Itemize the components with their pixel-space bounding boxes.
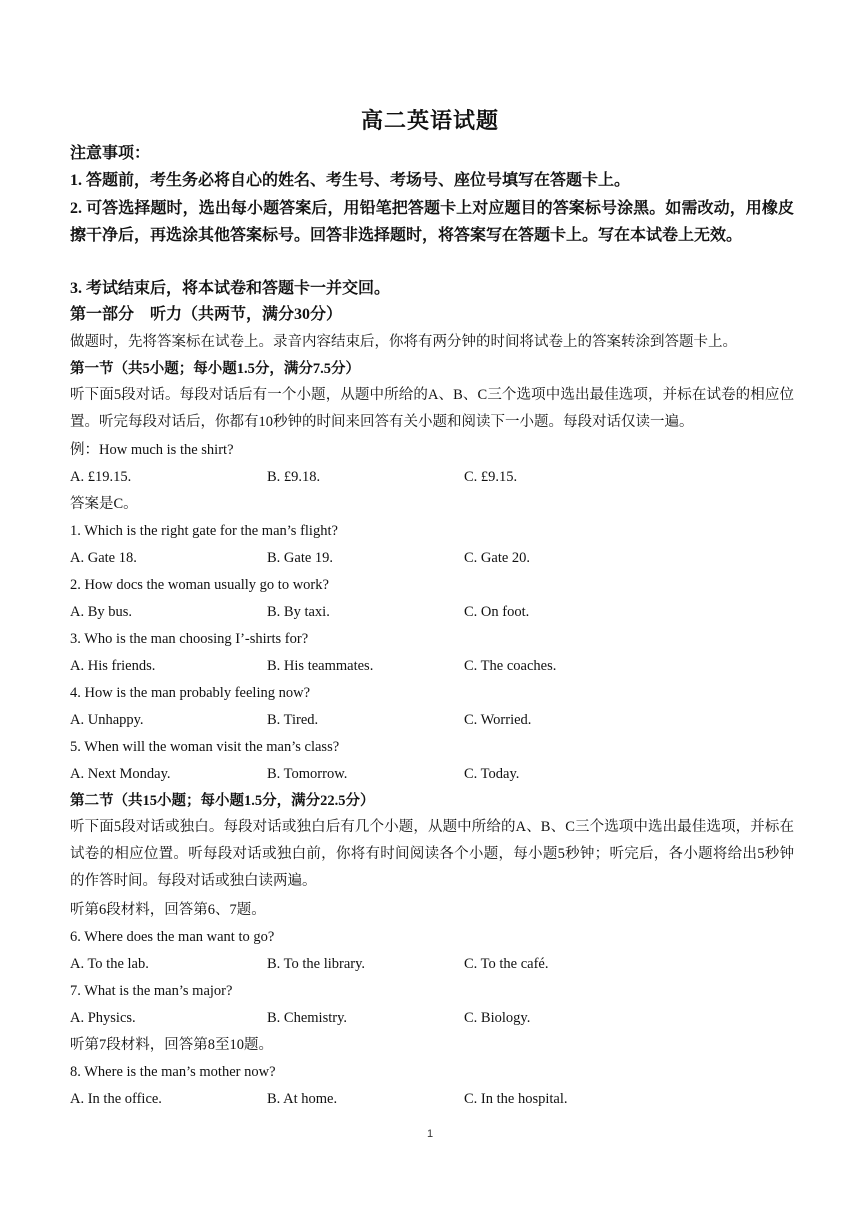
question-6: 6. Where does the man want to go? xyxy=(70,929,275,945)
option-b: B. £9.18. xyxy=(267,469,321,485)
option-c: C. To the café. xyxy=(464,956,549,972)
example-question: 例：How much is the shirt? xyxy=(70,442,234,458)
option-a: A. £19.15. xyxy=(70,469,132,485)
option-a: A. Physics. xyxy=(70,1010,136,1026)
question-1: 1. Which is the right gate for the man’s flight? xyxy=(70,523,338,539)
section1-heading: 第一节（共5小题；每小题1.5分，满分7.5分） xyxy=(70,361,360,377)
question-8: 8. Where is the man’s mother now? xyxy=(70,1064,276,1080)
material-6-note: 听第6段材料，回答第6、7题。 xyxy=(70,902,266,918)
option-a: A. Unhappy. xyxy=(70,712,144,728)
option-c: C. £9.15. xyxy=(464,469,518,485)
question-2: 2. How docs the woman usually go to work? xyxy=(70,577,329,593)
option-a: A. By bus. xyxy=(70,604,133,620)
notice-item-3: 3. 考试结束后，将本试卷和答题卡一并交回。 xyxy=(70,280,391,297)
option-c: C. The coaches. xyxy=(464,658,557,674)
option-a: A. Gate 18. xyxy=(70,550,137,566)
option-c: C. Gate 20. xyxy=(464,550,531,566)
option-a: A. In the office. xyxy=(70,1091,162,1107)
option-b: B. By taxi. xyxy=(267,604,330,620)
option-c: C. In the hospital. xyxy=(464,1091,568,1107)
question-3: 3. Who is the man choosing I’-shirts for? xyxy=(70,631,309,647)
option-b: B. Tomorrow. xyxy=(267,766,348,782)
option-b: B. Tired. xyxy=(267,712,319,728)
question-4: 4. How is the man probably feeling now? xyxy=(70,685,311,701)
option-b: B. His teammates. xyxy=(267,658,374,674)
option-c: C. Worried. xyxy=(464,712,532,728)
option-a: A. His friends. xyxy=(70,658,156,674)
notice-heading: 注意事项： xyxy=(70,145,151,162)
section2-instruction: 听下面5段对话或独白。每段对话或独白后有几个小题，从题中所给的A、B、C三个选项中选出最佳选项，并标在试卷的相应位置。听每段对话或独白前，你将有时间阅读各个小题，每小题5秒钟；听完后，各小题将给出5秒钟的作答时间。每段对话或独白读两遍。 xyxy=(70,819,794,889)
option-a: A. To the lab. xyxy=(70,956,149,972)
option-b: B. Chemistry. xyxy=(267,1010,348,1026)
part1-heading: 第一部分 听力（共两节，满分30分） xyxy=(70,306,343,323)
option-c: C. Biology. xyxy=(464,1010,531,1026)
material-7-note: 听第7段材料，回答第8至10题。 xyxy=(70,1037,273,1053)
section1-instruction: 听下面5段对话。每段对话后有一个小题，从题中所给的A、B、C三个选项中选出最佳选项，并标在试卷的相应位置。听完每段对话后，你都有10秒钟的时间来回答有关小题和阅读下一小题。每段对话仅读一遍。 xyxy=(70,387,794,430)
option-b: B. Gate 19. xyxy=(267,550,334,566)
notice-item-2: 2. 可答选择题时，选出每小题答案后，用铅笔把答题卡上对应题目的答案标号涂黑。如需改动，用橡皮擦干净后，再选涂其他答案标号。回答非选择题时，将答案写在答题卡上。写在本试卷上无效。 xyxy=(70,200,794,244)
question-5: 5. When will the woman visit the man’s class? xyxy=(70,739,340,755)
example-answer: 答案是C。 xyxy=(70,496,138,512)
option-b: B. To the library. xyxy=(267,956,366,972)
page-number: 1 xyxy=(426,1128,434,1140)
option-a: A. Next Monday. xyxy=(70,766,171,782)
exam-title: 高二英语试题 xyxy=(360,108,499,133)
option-c: C. On foot. xyxy=(464,604,530,620)
part1-instruction: 做题时，先将答案标在试卷上。录音内容结束后，你将有两分钟的时间将试卷上的答案转涂到答题卡上。 xyxy=(70,334,737,350)
section2-heading: 第二节（共15小题；每小题1.5分，满分22.5分） xyxy=(70,793,375,809)
option-b: B. At home. xyxy=(267,1091,338,1107)
option-c: C. Today. xyxy=(464,766,520,782)
question-7: 7. What is the man’s major? xyxy=(70,983,233,999)
notice-item-1: 1. 答题前，考生务必将自心的姓名、考生号、考场号、座位号填写在答题卡上。 xyxy=(70,172,631,189)
